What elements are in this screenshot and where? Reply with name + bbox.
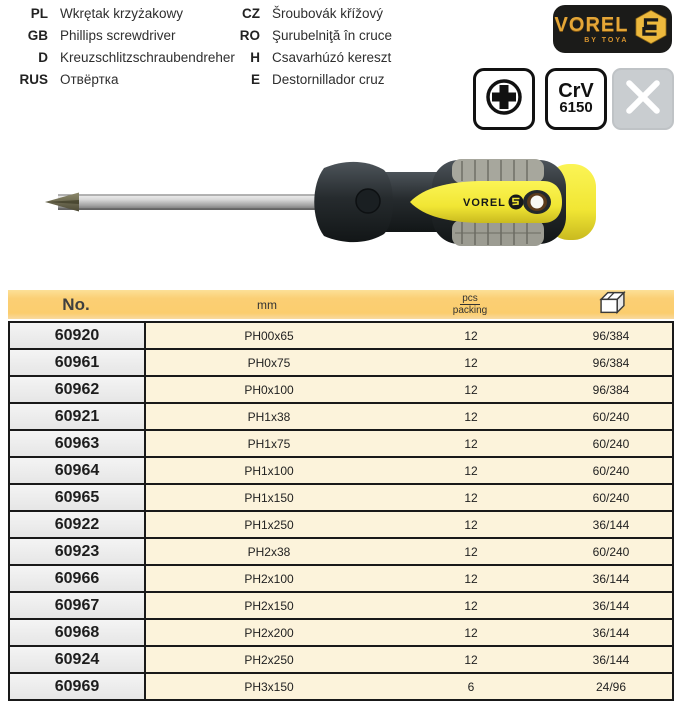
language-label: Şurubelniţă în cruce bbox=[272, 28, 393, 43]
table-header bbox=[8, 290, 674, 319]
table-row bbox=[10, 348, 672, 375]
crv-label: CrV bbox=[558, 80, 594, 103]
table-row bbox=[10, 537, 672, 564]
language-label: Wkrętak krzyżakowy bbox=[60, 6, 184, 21]
table-row bbox=[10, 645, 672, 672]
phillips-head-badge bbox=[473, 68, 535, 130]
handle-dimple bbox=[356, 189, 380, 213]
cell-article-no: 60922 bbox=[10, 512, 146, 537]
cell-pcs-packing: 12 bbox=[464, 490, 478, 505]
cell-pcs-packing: 12 bbox=[464, 409, 478, 424]
disabled-feature-badge bbox=[612, 68, 674, 130]
header-packing: packing bbox=[452, 305, 488, 316]
brand-subtitle: BY TOYA bbox=[584, 36, 629, 44]
cell-size-mm: PH1x38 bbox=[247, 409, 291, 424]
cell-carton-qty: 60/240 bbox=[592, 436, 630, 451]
crv-grade: 6150 bbox=[559, 99, 593, 117]
language-row bbox=[230, 6, 392, 28]
handle-brand-hexagon-icon bbox=[509, 195, 524, 210]
cell-carton-qty: 36/144 bbox=[592, 625, 630, 640]
cell-size-mm: PH1x100 bbox=[244, 463, 294, 478]
cell-pcs-packing: 12 bbox=[464, 436, 478, 451]
table-row bbox=[10, 591, 672, 618]
language-code: H bbox=[250, 50, 260, 65]
cell-size-mm: PH1x150 bbox=[244, 490, 294, 505]
brand-hexagon-icon bbox=[632, 6, 670, 53]
hang-hole bbox=[523, 190, 551, 214]
cell-size-mm: PH0x75 bbox=[247, 355, 291, 370]
language-row bbox=[10, 50, 235, 72]
language-row bbox=[230, 28, 392, 50]
cell-carton-qty: 96/384 bbox=[592, 382, 630, 397]
cell-size-mm: PH00x65 bbox=[244, 328, 294, 343]
cell-article-no: 60963 bbox=[10, 431, 146, 456]
language-row bbox=[10, 6, 235, 28]
cell-size-mm: PH2x200 bbox=[244, 625, 294, 640]
language-label: Отвёртка bbox=[60, 72, 119, 87]
table-row bbox=[10, 510, 672, 537]
brand-name: VOREL bbox=[554, 13, 629, 36]
crv-steel-badge bbox=[545, 68, 607, 130]
cell-size-mm: PH2x250 bbox=[244, 652, 294, 667]
cell-article-no: 60969 bbox=[10, 674, 146, 699]
language-row bbox=[10, 28, 235, 50]
grip-ribs-top bbox=[452, 159, 544, 183]
header-no: No. bbox=[62, 294, 90, 314]
cell-article-no: 60967 bbox=[10, 593, 146, 618]
cell-size-mm: PH2x150 bbox=[244, 598, 294, 613]
handle-front-bulb bbox=[314, 162, 393, 242]
cell-carton-qty: 60/240 bbox=[592, 463, 630, 478]
cell-article-no: 60923 bbox=[10, 539, 146, 564]
x-mark-icon bbox=[618, 72, 668, 127]
cell-carton-qty: 36/144 bbox=[592, 571, 630, 586]
cell-article-no: 60965 bbox=[10, 485, 146, 510]
table-body bbox=[8, 321, 674, 701]
handle-brand-text: VOREL bbox=[463, 197, 506, 209]
table-row bbox=[10, 456, 672, 483]
cell-carton-qty: 96/384 bbox=[592, 328, 630, 343]
cell-pcs-packing: 6 bbox=[467, 679, 475, 694]
language-code: E bbox=[250, 72, 260, 87]
cell-article-no: 60924 bbox=[10, 647, 146, 672]
table-row bbox=[10, 323, 672, 348]
cell-size-mm: PH2x100 bbox=[244, 571, 294, 586]
cell-carton-qty: 60/240 bbox=[592, 409, 630, 424]
table-row bbox=[10, 672, 672, 699]
header-mm: mm bbox=[257, 297, 277, 312]
grip-ribs-bottom bbox=[452, 220, 544, 246]
cell-article-no: 60961 bbox=[10, 350, 146, 375]
language-label: Phillips screwdriver bbox=[60, 28, 176, 43]
header-pcs-packing bbox=[390, 293, 550, 317]
brand-logo-text bbox=[555, 15, 629, 44]
table-row bbox=[10, 483, 672, 510]
language-column-left bbox=[10, 6, 235, 94]
language-code: D bbox=[38, 50, 48, 65]
table-row bbox=[10, 375, 672, 402]
cell-article-no: 60921 bbox=[10, 404, 146, 429]
language-row bbox=[230, 72, 392, 94]
cell-pcs-packing: 12 bbox=[464, 463, 478, 478]
cell-pcs-packing: 12 bbox=[464, 652, 478, 667]
cell-carton-qty: 24/96 bbox=[595, 679, 627, 694]
cell-article-no: 60964 bbox=[10, 458, 146, 483]
language-code: CZ bbox=[242, 6, 260, 21]
header-carton bbox=[550, 290, 674, 320]
language-label: Šroubovák křížový bbox=[272, 6, 384, 21]
screwdriver-shaft bbox=[58, 194, 330, 210]
cell-pcs-packing: 12 bbox=[464, 544, 478, 559]
cell-article-no: 60966 bbox=[10, 566, 146, 591]
table-row bbox=[10, 564, 672, 591]
cell-carton-qty: 36/144 bbox=[592, 652, 630, 667]
cell-pcs-packing: 12 bbox=[464, 625, 478, 640]
cell-pcs-packing: 12 bbox=[464, 517, 478, 532]
cell-size-mm: PH3x150 bbox=[244, 679, 294, 694]
spec-table bbox=[8, 290, 674, 701]
language-column-right bbox=[230, 6, 392, 94]
language-label: Destornillador cruz bbox=[272, 72, 385, 87]
cell-carton-qty: 60/240 bbox=[592, 544, 630, 559]
cell-size-mm: PH2x38 bbox=[247, 544, 291, 559]
phillips-cross-icon bbox=[482, 75, 526, 124]
table-row bbox=[10, 402, 672, 429]
table-row bbox=[10, 618, 672, 645]
language-code: RUS bbox=[19, 72, 48, 87]
brand-logo bbox=[553, 5, 672, 53]
cell-carton-qty: 60/240 bbox=[592, 490, 630, 505]
cell-article-no: 60962 bbox=[10, 377, 146, 402]
language-code: GB bbox=[27, 28, 48, 43]
cell-size-mm: PH1x250 bbox=[244, 517, 294, 532]
cell-size-mm: PH0x100 bbox=[244, 382, 294, 397]
table-row bbox=[10, 429, 672, 456]
language-label: Csavarhúzó kereszt bbox=[272, 50, 392, 65]
cell-pcs-packing: 12 bbox=[464, 355, 478, 370]
language-row bbox=[10, 72, 235, 94]
cell-pcs-packing: 12 bbox=[464, 328, 478, 343]
cell-size-mm: PH1x75 bbox=[247, 436, 291, 451]
cell-pcs-packing: 12 bbox=[464, 598, 478, 613]
cell-article-no: 60920 bbox=[10, 323, 146, 348]
language-code: PL bbox=[30, 6, 48, 21]
cell-article-no: 60968 bbox=[10, 620, 146, 645]
cell-carton-qty: 36/144 bbox=[592, 517, 630, 532]
language-label: Kreuzschlitzschraubendreher bbox=[60, 50, 235, 65]
cell-pcs-packing: 12 bbox=[464, 382, 478, 397]
language-code: RO bbox=[239, 28, 260, 43]
cell-carton-qty: 36/144 bbox=[592, 598, 630, 613]
cell-pcs-packing: 12 bbox=[464, 571, 478, 586]
cell-carton-qty: 96/384 bbox=[592, 355, 630, 370]
screwdriver-image bbox=[0, 148, 682, 288]
carton-box-icon bbox=[599, 290, 626, 320]
header-pcs: pcs bbox=[462, 292, 478, 304]
language-row bbox=[230, 50, 392, 72]
